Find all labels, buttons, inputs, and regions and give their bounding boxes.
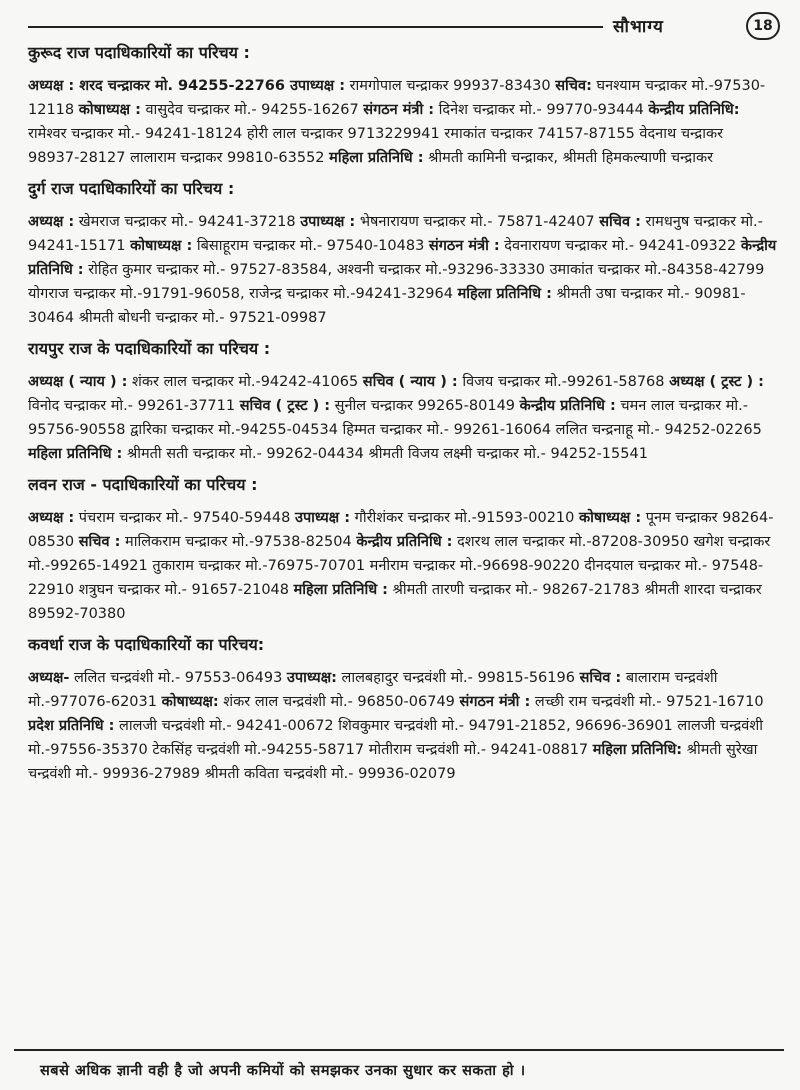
role-label: उपाध्यक्ष : (300, 214, 356, 230)
member-details: मालिकराम चन्द्राकर मो.-97538-82504 (120, 534, 357, 550)
member-details: विनोद चन्द्राकर मो.- 99261-37711 (28, 398, 240, 414)
section-body (28, 666, 778, 786)
member-details: लालबहादुर चन्द्रवंशी मो.- 99815-56196 (336, 670, 580, 686)
role-label: कोषाध्यक्ष : (78, 102, 141, 118)
page-number: 18 (746, 12, 780, 40)
role-label: सचिव : (599, 214, 641, 230)
page-header (28, 10, 780, 44)
member-details: लच्छी राम चन्द्रवंशी मो.- 97521-16710 (530, 694, 764, 710)
role-label: कोषाध्यक्ष: (161, 694, 219, 710)
role-label: कोषाध्यक्ष : (130, 238, 193, 254)
member-details: लालजी चन्द्रवंशी मो.- 94241-00672 शिवकुमार चन्द्रवंशी मो.- 94791-21852, 96696-36901 लालजी चन्द्रवंशी मो.-97556-35370 टेकसिंह चन्द्रवंशी मो.-94255-58717 मोतीराम चन्द्रवंशी मो.- 94241-08817 (28, 718, 763, 758)
role-label: अध्यक्ष : शरद चन्द्राकर मो. 94255-22766 उपाध्यक्ष : (28, 78, 346, 94)
footer-quote: सबसे अधिक ज्ञानी वही है जो अपनी कमियों को समझकर उनका सुधार कर सकता हो । (40, 1063, 526, 1079)
footer-rule (14, 1049, 784, 1051)
role-label: महिला प्रतिनिधि : (293, 582, 388, 598)
member-details: श्रीमती सुरेखा चन्द्रवंशी मो.- 99936-27989 श्रीमती कविता चन्द्रवंशी मो.- 99936-02079 (28, 742, 758, 782)
role-label: अध्यक्ष : (28, 214, 75, 230)
member-details: देवनारायण चन्द्राकर मो.- 94241-09322 (499, 238, 741, 254)
role-label: महिला प्रतिनिधि: (592, 742, 683, 758)
section-body (28, 506, 778, 626)
role-label: अध्यक्ष ( न्याय ) : (28, 374, 128, 390)
member-details: श्रीमती उषा चन्द्राकर मो.- 90981-30464 श्रीमती बोधनी चन्द्राकर मो.- 97521-09987 (28, 286, 746, 326)
role-label: उपाध्यक्ष : (295, 510, 351, 526)
role-label: संगठन मंत्री : (363, 102, 435, 118)
member-details: दिनेश चन्द्राकर मो.- 99770-93444 (434, 102, 649, 118)
role-label: सचिव : (78, 534, 121, 550)
member-details: श्रीमती कामिनी चन्द्राकर, श्रीमती हिमकल्याणी चन्द्राकर (423, 150, 714, 166)
section-heading: कवर्धा राज के पदाधिकारियों का परिचय: (28, 635, 265, 654)
member-details: विजय चन्द्राकर मो.-99261-58768 (457, 374, 670, 390)
section-heading: रायपुर राज के पदाधिकारियों का परिचय : (28, 339, 271, 358)
member-details: रामगोपाल चन्द्राकर 99937-83430 (345, 78, 556, 94)
role-label: सचिव ( न्याय ) : (362, 374, 458, 390)
member-details: शंकर लाल चन्द्रवंशी मो.- 96850-06749 (218, 694, 460, 710)
member-details: चमन लाल चन्द्राकर मो.- 95756-90558 द्वारिका चन्द्राकर मो.-94255-04534 हिम्मत चन्द्राकर मो.- 99261-16064 ललित चन्द्रनाहू मो.- 94252-02265 (28, 398, 762, 438)
member-details: श्रीमती तारणी चन्द्राकर मो.- 98267-21783 श्रीमती शारदा चन्द्राकर 89592-70380 (28, 582, 762, 622)
role-label: अध्यक्ष : (28, 510, 75, 526)
header-rule (28, 26, 603, 28)
member-details: खेमराज चन्द्राकर मो.- 94241-37218 (74, 214, 301, 230)
member-details: शंकर लाल चन्द्राकर मो.-94242-41065 (127, 374, 363, 390)
role-label: प्रदेश प्रतिनिधि : (28, 718, 115, 734)
role-label: अध्यक्ष ( ट्रस्ट ) : (669, 374, 764, 390)
member-details: पंचराम चन्द्राकर मो.- 97540-59448 (74, 510, 295, 526)
member-details: सुनील चन्द्राकर 99265-80149 (330, 398, 520, 414)
section-body (28, 74, 778, 170)
role-label: केन्द्रीय प्रतिनिधि : (356, 534, 453, 550)
member-details: रामेश्वर चन्द्राकर मो.- 94241-18124 होरी लाल चन्द्राकर 9713229941 रमाकांत चन्द्राकर 74157-87155 वेदनाथ चन्द्राकर 98937-28127 लालाराम चन्द्राकर 99810-63552 (28, 126, 724, 166)
section-body (28, 370, 778, 466)
role-label: सचिव: (555, 78, 592, 94)
member-details: दशरथ लाल चन्द्राकर मो.-87208-30950 खगेश चन्द्राकर मो.-99265-14921 तुकाराम चन्द्राकर मो.-76975-70701 मनीराम चन्द्राकर मो.-96698-90220 दीनदयाल चन्द्राकर मो.- 97548-22910 शत्रुघन चन्द्राकर मो.- 91657-21048 (28, 534, 771, 598)
role-label: संगठन मंत्री : (428, 238, 500, 254)
role-label: सचिव ( ट्रस्ट ) : (239, 398, 331, 414)
role-label: कोषाध्यक्ष : (578, 510, 642, 526)
member-details: रामधनुष चन्द्राकर मो.- 94241-15171 (28, 214, 763, 254)
section-heading: दुर्ग राज पदाधिकारियों का परिचय : (28, 179, 235, 198)
role-label: महिला प्रतिनिधि : (457, 286, 552, 302)
member-details: भेषनारायण चन्द्राकर मो.- 75871-42407 (355, 214, 600, 230)
role-label: उपाध्यक्ष: (286, 670, 337, 686)
member-details: बिसाहूराम चन्द्राकर मो.- 97540-10483 (192, 238, 429, 254)
role-label: केन्द्रीय प्रतिनिधि : (519, 398, 616, 414)
member-details: गौरीशंकर चन्द्राकर मो.-91593-00210 (350, 510, 579, 526)
section-heading: कुरूद राज पदाधिकारियों का परिचय : (28, 43, 250, 62)
content-area (28, 42, 778, 794)
member-details: रोहित कुमार चन्द्राकर मो.- 97527-83584, अश्वनी चन्द्राकर मो.-93296-33330 उमाकांत चन्द्राकर मो.-84358-42799 योगराज चन्द्राकर मो.-91791-96058, राजेन्द्र चन्द्राकर मो.-94241-32964 (28, 262, 765, 302)
role-label: महिला प्रतिनिधि : (28, 446, 123, 462)
member-details: पूनम चन्द्राकर 98264-08530 (28, 510, 774, 550)
magazine-title: सौभाग्य (613, 17, 664, 37)
member-details: वासुदेव चन्द्राकर मो.- 94255-16267 (140, 102, 364, 118)
section-body (28, 210, 778, 330)
role-label: महिला प्रतिनिधि : (329, 150, 424, 166)
role-label: संगठन मंत्री : (459, 694, 531, 710)
role-label: केन्द्रीय प्रतिनिधि : (28, 238, 777, 278)
member-details: बालाराम चन्द्रवंशी मो.-977076-62031 (28, 670, 718, 710)
role-label: केन्द्रीय प्रतिनिधि: (648, 102, 740, 118)
member-details: श्रीमती सती चन्द्राकर मो.- 99262-04434 श्रीमती विजय लक्ष्मी चन्द्राकर मो.- 94252-15541 (122, 446, 648, 462)
member-details: ललित चन्द्रवंशी मो.- 97553-06493 (69, 670, 287, 686)
role-label: सचिव : (579, 670, 622, 686)
member-details: घनश्याम चन्द्राकर मो.-97530-12118 (28, 78, 766, 118)
role-label: अध्यक्ष- (28, 670, 70, 686)
section-heading: लवन राज - पदाधिकारियों का परिचय : (28, 475, 258, 494)
